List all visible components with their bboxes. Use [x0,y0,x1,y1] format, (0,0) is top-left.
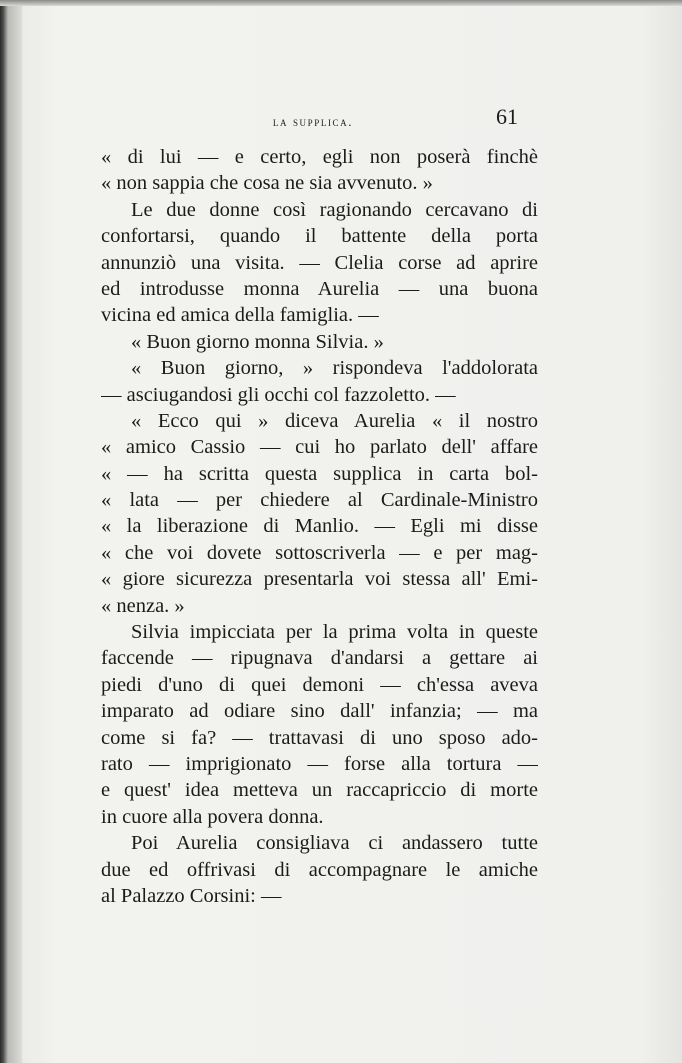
page-top-edge [0,0,682,6]
text-line: — asciugandosi gli occhi col fazzoletto. — [101,383,456,406]
text-line: « la liberazione di Manlio. — Egli mi disse [101,515,538,538]
text-line: faccende — ripugnava d'andarsi a gettare ai [101,647,538,670]
text-line: imparato ad odiare sino dall' infanzia; — ma [101,700,538,723]
text-line: e quest' idea metteva un raccapriccio di morte [101,779,538,802]
page-binding-edge [0,0,22,1063]
text-line: « nenza. » [101,594,185,617]
text-line: due ed offrivasi di accompagnare le amiche [101,858,538,881]
text-line: « Buon giorno monna Silvia. » [131,330,384,353]
text-line: « giore sicurezza presentarla voi stessa all' Emi- [101,568,538,591]
text-line: Poi Aurelia consigliava ci andassero tutte [131,832,538,855]
text-line: « che voi dovete sottoscriverla — e per mag- [101,541,538,564]
running-title: la supplica. [272,114,354,129]
text-line: in cuore alla povera donna. [101,805,324,828]
body-text [101,144,538,909]
text-line: Le due donne così ragionando cercavano di [131,198,538,221]
text-line: confortarsi, quando il battente della porta [101,225,538,248]
page-number: 61 [496,104,518,129]
running-head [98,102,528,132]
text-line: come si fa? — trattavasi di uno sposo ado- [101,726,538,749]
text-line: Silvia impicciata per la prima volta in queste [131,621,538,644]
text-line: « — ha scritta questa supplica in carta bol- [101,462,538,485]
text-line: al Palazzo Corsini: — [101,884,282,907]
text-line: rato — imprigionato — forse alla tortura — [101,752,538,775]
text-line: annunziò una visita. — Clelia corse ad aprire [101,251,538,274]
text-line: « lata — per chiedere al Cardinale-Ministro [101,489,538,512]
text-line: « Ecco qui » diceva Aurelia « il nostro [131,409,538,432]
text-line: « Buon giorno, » rispondeva l'addolorata [131,357,538,380]
text-line: « amico Cassio — cui ho parlato dell' affare [101,436,538,459]
text-line: ed introdusse monna Aurelia — una buona [101,277,538,300]
text-line: « di lui — e certo, egli non poserà finchè [101,146,538,168]
text-line: vicina ed amica della famiglia. — [101,304,379,327]
text-line: « non sappia che cosa ne sia avvenuto. » [101,172,433,195]
text-line: piedi d'uno di quei demoni — ch'essa aveva [101,673,538,696]
